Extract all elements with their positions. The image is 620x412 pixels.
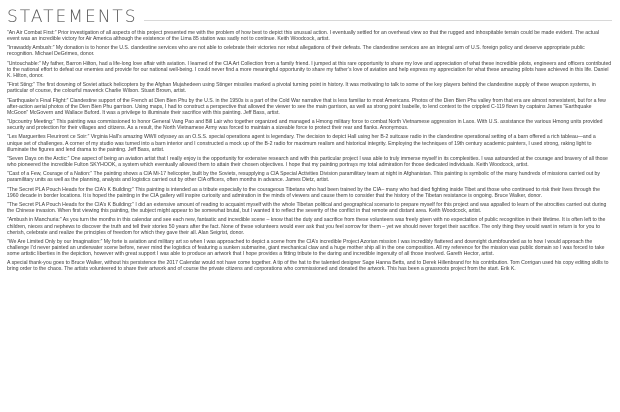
statement-seven-days-arctic: “Seven Days on the Arctic:” One aspect of being an aviation artist that I really enjoy is the opportunity for extensive research and with this particular project I was able to truly immerse myself in its complexities. I was astounded at the courage and bravery of all those who pioneered the incredible Fulton SKYHOOK, a system which eventually allowed them to attain their chosen objectives. I hope that my painting portrays my total admiration for those dedicated individuals. Keith Woodcock, artist. — [7, 155, 608, 168]
statement-cast-of-a-few: “Cast of a Few, Courage of a Nation:” The painting shows a CIA Mi-17 helicopter, built by the Soviets, resupplying a CIA Special Activities Division paramilitary team at night in Afghanistan. This painting is symbolic of the many hundreds of missions carried out by paramilitary units as well as the planning, analysis and logistics carried out by other CIA officers, often months in advance. James Dietz, artist. — [7, 171, 600, 184]
statement-limited-imagination: “We Are Limited Only by our Imagination:” My forte is aviation and military art so when I was approached to depict a scene from the CIA’s incredible Project Azorian mission I was incredibly flattered and downright dumbfounded as to how I would approach the challenge I’d never painted an underwater scene before, never mind the logistics of featuring a sunken submarine, giant mechanical claw and a huge mother ship all in the one composition. All my reference for the mission was public domain so I was forced to take some artistic liberties in the depiction, however with great support I was able to produce an artwork that I hope provides a fitting tribute to the daring and incredible ingenuity of all those involved. Gareth Hector, artist. — [7, 238, 605, 258]
statement-pla-pouch-woodcock: “The Secret PLA Pouch Heads for the CIA’s K Building:” I did an extensive amount of reading to acquaint myself with the whole Tibetan political and geographical scenario to prepare myself for this project and was appalled to learn of the atrocities carried out during the Chinese invasion. When first viewing this painting, the subject might appear to be somewhat brutal, but I wanted it to reflect the severity of the conflict in that remote and distant area. Keith Woodcock, artist. — [7, 202, 607, 215]
statement-untouchable: “Untouchable:” My father, Barron Hilton, had a life-long love affair with aviation. I learned of the CIA Art Collection from a family friend. I jumped at this rare opportunity to share my love and appreciation of what these incredible pilots, engineers and officers contributed to the national effort to defeat our enemies and provide for our national well-being. I could never find a more meaningful opportunity to share my father’s love of aviation and help express my appreciation for what these amazing pilots have achieved in this life. Daniel K. Hilton, donor. — [7, 60, 612, 79]
closing-acknowledgement: A special thank-you goes to Bruce Walker, without his persistence the 2017 Calendar would not have come together. A tip of the hat to the talented designer Sage Hanna Betts, and to Derek Hillenbrand for his contribution. Tom Corrigan used his copy editing skills to bring order to the chaos. The artists volunteered to share their artwork and of course the private citizens and corporations who commissioned and donated the artwork. This has been a grassroots project from the start. Erik K. — [7, 260, 609, 273]
statement-les-marguerites: “Les Marguerites Fleuriront ce Soir:” Virginia Hall’s amazing WWII odyssey as an O.S.S. special operations agent is legendary. The decision to depict Hall using her B-2 suitcase radio in the clandestine operational setting of a barn offered a rich tableau—and a unique set of challenges. A corner of my studio was turned into a barn interior and I constructed a mock up of the B-2 radio for maximum realism and historical integrity. Employing the techniques of 19th century academic painters, I used strong, raking light to illuminate the figures and lend drama to the painting. Jeff Bass, artist. — [7, 134, 596, 153]
statement-pla-pouch-walker: “The Secret PLA Pouch Heads for the CIA’s K Building:” This painting is intended as a tribute especially to the courageous Tibetans who had been trained by the CIA– many who had died fighting inside Tibet and those who continued to risk their lives through the 1960 decade in border locations. It is hoped the painting in the CIA gallery will inspire curiosity and admiration in the minds of viewers and cause them to consider that the history of the Tibetan resistance is ongoing. Bruce Walker, donor. — [7, 186, 600, 199]
statement-air-combat-first: “An Air Combat First:” Prior investigation of all aspects of this project presented me with the problem of how best to depict this unusual action. I eventually settled for an overhead view so that the rugged and inhospitable terrain could be made evident. The actual event was an incredible victory for Air America although the existence of the Lima 85 station was sadly not to continue. Keith Woodcock, artist. — [7, 30, 599, 43]
statement-earthquakes-final-flight: “Earthquake’s Final Flight:” Clandestine support of the French at Dien Bien Phu by the U.S. in the 1950s is a part of the Cold War narrative that is less familiar to most Americans. Photos of the Dien Bien Phu valley from that era are almost nonexistent, but for a few after-action aerial photos of the Dien Bien Phu garrison. Using maps, I had to construct a perspective that allowed the viewer to see the main garrison, as well as strong point Isabelle, to lend context to the crippled C-119 flown by captains James “Earthquake McGoon” McGovern and Wallace Buford. It was a privilege to illuminate their sacrifice with this painting. Jeff Bass, artist. — [7, 97, 606, 116]
title-row — [7, 5, 612, 27]
statement-irrawaddy-ambush: “Irrawaddy Ambush:” My donation is to honor the U.S. clandestine services who are not able to celebrate their victories nor rebut allegations of their defeats. The clandestine services are an integral arm of U.S. foreign policy and deserve appropriate public recognition. Michael DeGrimes, donor. — [7, 45, 585, 58]
statement-first-sting: “First Sting:” The first downing of Soviet attack helicopters by the Afghan Mujahedeen using Stinger missiles marked a pivotal turning point in history. It was motivating to talk to some of the key players behind the clandestine supply of these weapon systems, in particular of course, the colourful maverick Charlie Wilson. Stuart Brown, artist. — [7, 82, 596, 95]
title-rule — [144, 20, 612, 21]
statement-upcountry-meeting: “Upcountry Meeting:” This painting was commissioned to honor General Vang Pao and Bill Lair who together organized and managed a Hmong military force to combat North Vietnamese aggression in Laos. With U.S. assistance the various Hmong units provided security and protection for their villages and citizens. As a result, the North Vietnamese Army was forced to maintain a sizeable force to protect their rear and flanks. Anonymous. — [7, 119, 603, 132]
statement-ambush-manchuria: “Ambush in Manchuria:” As you turn the months in this calendar and see each new, fantastic and incredible scene – know that the duty and sacrifice from these volunteers was freely given with no expectation of public recognition in their lifetime. It is often left to the children, nieces and nephews to discover the truth and tell their stories 50 years after the fact. None of these volunteers would ever ask that you feel sorrow for them – yet we should never forget their sacrifice. The only thing they would want in return is for you to cherish, celebrate and realize the principles of freedom for which they gave their all. Alan Seigrist, donor. — [7, 217, 606, 236]
page-title: STATEMENTS — [7, 7, 138, 27]
